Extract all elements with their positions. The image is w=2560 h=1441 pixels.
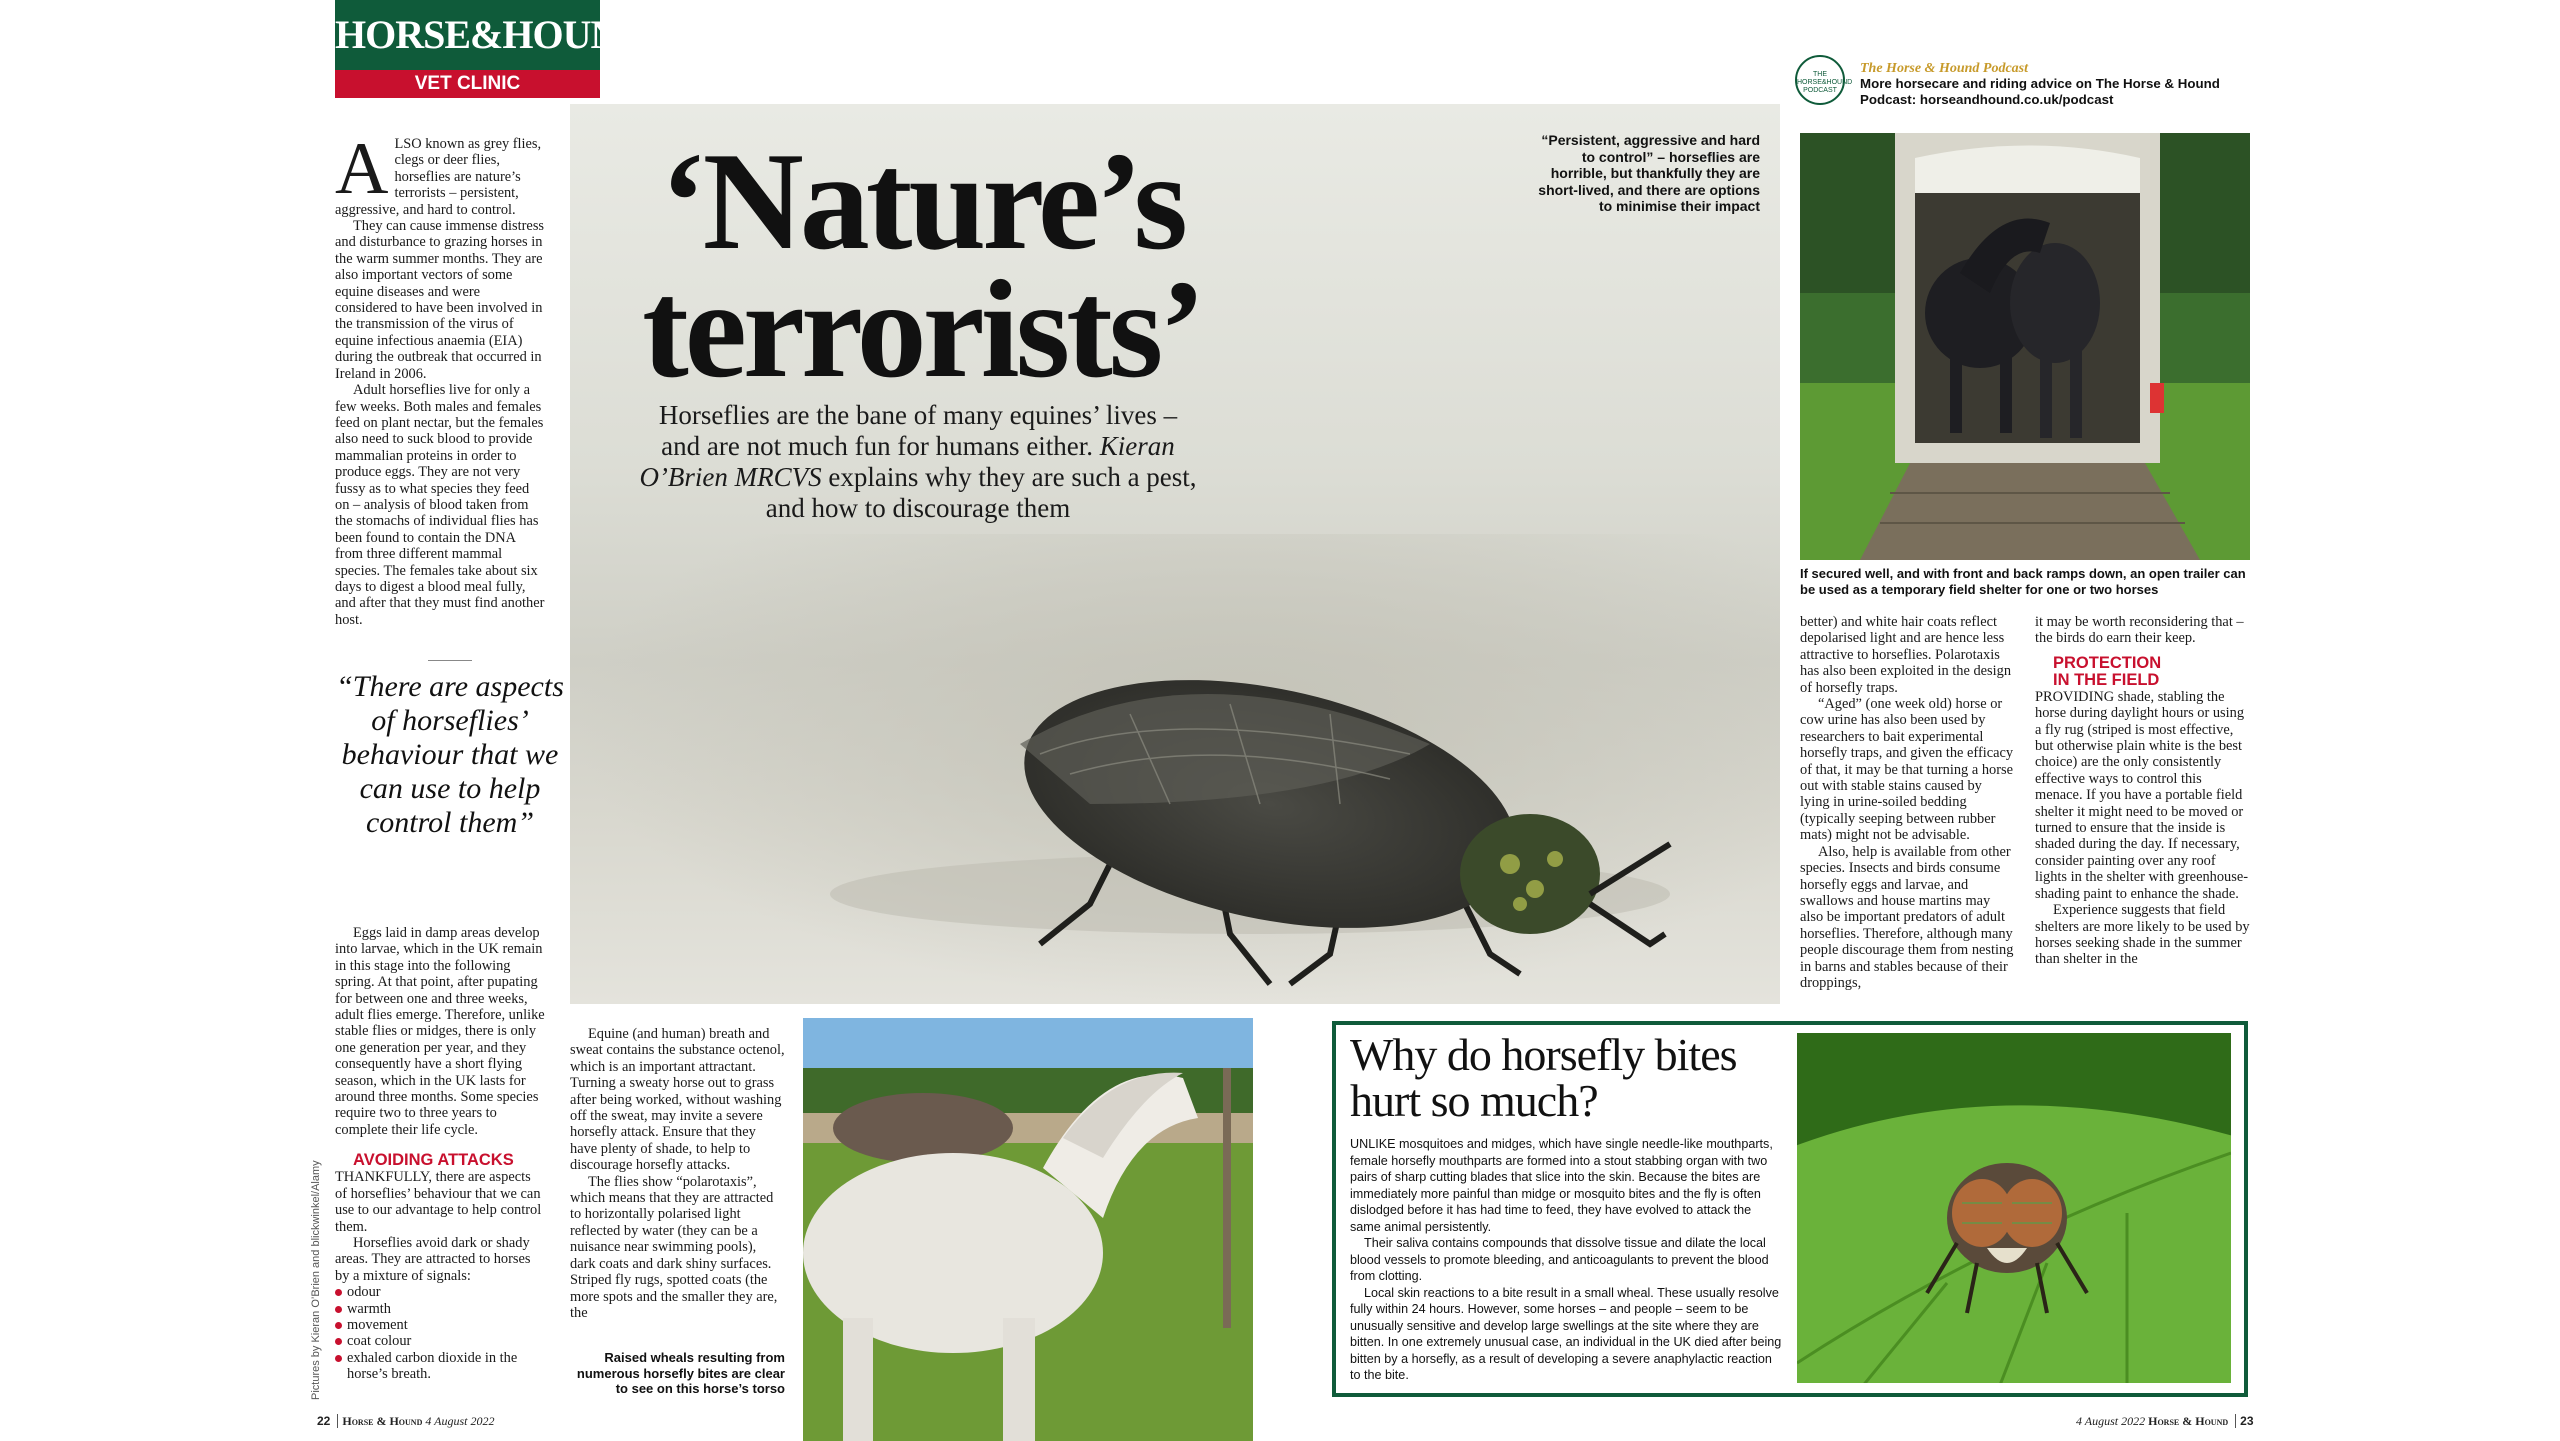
drop-cap: A xyxy=(335,128,389,210)
podcast-logo: THE HORSE&HOUND PODCAST xyxy=(1795,55,1845,105)
boxout-text xyxy=(1350,1136,1782,1384)
podcast-kicker: The Horse & Hound Podcast xyxy=(1860,61,2029,76)
article-column-3 xyxy=(1800,614,2015,991)
signal-list xyxy=(335,1284,545,1382)
paragraph: Also, help is available from other species. Insects and birds consume horsefly eggs and larvae, and swallows and house martins may also be important predators of adult horseflies. Therefore, although many people discourage them from nesting in barns and stables because of their droppings, xyxy=(1800,843,2014,991)
article-column-1-continued xyxy=(335,925,545,1383)
folio-title: Horse & Hound xyxy=(2148,1414,2229,1428)
standfirst xyxy=(638,400,1198,524)
headline-line-1: ‘Nature’s xyxy=(660,124,1184,279)
list-item: movement xyxy=(335,1317,545,1333)
list-item: coat colour xyxy=(335,1333,545,1349)
intro-quote: “Persistent, aggressive and hard to control” – horseflies are horrible, but thankfully they are short-lived, and there are options to minimise their impact xyxy=(1538,132,1760,214)
standfirst-text-1: Horseflies are the bane of many equines’ lives – and are not much fun for humans either. xyxy=(658,400,1178,461)
subhead-protection-2: IN THE FIELD xyxy=(2053,670,2160,689)
horsefly-on-leaf-illustration xyxy=(1797,1033,2231,1383)
horsefly-closeup-photo xyxy=(1797,1033,2231,1383)
horse-and-hound-logo: HORSE&HOUND xyxy=(335,0,600,70)
paragraph: UNLIKE mosquitoes and midges, which have single needle-like mouthparts, female horsefly mouthparts are formed into a stout stabbing organ with two pairs of sharp cutting blades that slice into the skin. Because the bites are immediately more painful than midge or mosquito bites and the fly is often dislodged before it has had time to feed, they have evolved to attack the same animal persistently. xyxy=(1350,1137,1773,1234)
paragraph: Their saliva contains compounds that dissolve tissue and dilate the local blood vessels to promote bleeding, and anticoagulants to prevent the blood from clotting. xyxy=(1350,1236,1769,1283)
paragraph: “Aged” (one week old) horse or cow urine has also been used by researchers to bait experimental horsefly traps, and given the efficacy of that, it may be that turning a horse out with stable stains caused by lying in urine-soiled bedding (typically seeping between rubber mats) might not be advisable. xyxy=(1800,696,2014,844)
article-column-1 xyxy=(335,128,545,628)
folio-right xyxy=(2076,1414,2254,1429)
standfirst-text-2: explains why they are such a pest, and how to discourage them xyxy=(765,462,1197,523)
subhead-protection-1: PROTECTION xyxy=(2053,653,2162,672)
masthead xyxy=(335,0,647,98)
pullquote: “There are aspects of horseflies’ behaviour that we can use to help control them” xyxy=(336,670,564,839)
trailer-photo xyxy=(1800,133,2250,560)
folio-date: 4 August 2022 xyxy=(2076,1414,2146,1428)
boxout-title xyxy=(1350,1029,1780,1126)
paragraph: it may be worth reconsidering that – the birds do earn their keep. xyxy=(2035,614,2244,647)
folio-date: 4 August 2022 xyxy=(425,1414,495,1428)
photo-credit: Pictures by Kieran O’Brien and blickwinkel/Alamy xyxy=(310,1160,322,1400)
folio-title: Horse & Hound xyxy=(342,1414,423,1428)
paragraph: better) and white hair coats reflect depolarised light and are hence less attractive to horseflies. Polarotaxis has also been exploited in the design of horsefly traps. xyxy=(1800,614,2012,696)
trailer-caption: If secured well, and with front and back ramps down, an open trailer can be used as a temporary field shelter for one or two horses xyxy=(1800,566,2246,597)
article-column-4 xyxy=(2035,614,2250,968)
article-column-2 xyxy=(570,1026,785,1321)
grey-horse-photo xyxy=(803,1018,1253,1441)
grey-horse-caption: Raised wheals resulting from numerous horsefly bites are clear to see on this horse’s torso xyxy=(576,1350,785,1396)
trailer-illustration xyxy=(1800,133,2250,560)
paragraph: Horseflies avoid dark or shady areas. They are attracted to horses by a mixture of signals: xyxy=(335,1234,531,1284)
intro-paragraph: ALSO known as grey flies, clegs or deer flies, horseflies are nature’s terrorists – persistent, aggressive, and hard to control. xyxy=(335,128,542,218)
page-number: 23 xyxy=(2240,1414,2254,1428)
list-item: odour xyxy=(335,1284,545,1300)
paragraph: Experience suggests that field shelters are more likely to be used by horses seeking shade in the summer than shelter in the xyxy=(2035,902,2250,968)
paragraph: Equine (and human) breath and sweat contains the substance octenol, which is an important attractant. Turning a sweaty horse out to grass after being worked, without washing off the sweat, may invite a severe horsefly attack. Ensure that they have plenty of shade, to help to discourage horsefly attacks. xyxy=(570,1026,785,1174)
paragraph: THANKFULLY, there are aspects of horseflies’ behaviour that we can use to our advantage to help control them. xyxy=(335,1169,542,1235)
paragraph: Adult horseflies live for only a few weeks. Both males and females feed on plant nectar, but the females also need to suck blood to provide mammalian proteins in order to produce eggs. They are not very fussy as to what species they feed on – analysis of blood taken from the stomachs of individual flies has been found to contain the DNA from three different mammal species. The females take about six days to digest a blood meal fully, and after that they must find another host. xyxy=(335,382,545,628)
paragraph: Local skin reactions to a bite result in a small wheal. These usually resolve fully within 24 hours. However, some horses – and people – seem to be unusually sensitive and develop large swellings at the site where they are bitten. In one extremely unusual case, an individual in the UK died after being bitten by a horsefly, as a result of developing a severe anaphylactic reaction to the bite. xyxy=(1350,1285,1782,1382)
paragraph: They can cause immense distress and disturbance to grazing horses in the warm summer months. They are also important vectors of some equine diseases and were considered to have been involved in the transmission of the virus of equine infectious anaemia (EIA) during the outbreak that occurred in Ireland in 2006. xyxy=(335,218,545,382)
grey-horse-illustration xyxy=(803,1018,1253,1441)
podcast-promo-text: More horsecare and riding advice on The Horse & Hound Podcast: horseandhound.co.uk/podcast xyxy=(1860,76,2220,107)
headline xyxy=(612,124,1232,407)
section-label: VET CLINIC xyxy=(335,70,600,98)
headline-line-2: terrorists’ xyxy=(642,252,1202,407)
boxout-title-line-1: Why do horsefly bites xyxy=(1350,1029,1737,1080)
boxout-title-line-2: hurt so much? xyxy=(1350,1075,1598,1126)
paragraph: Eggs laid in damp areas develop into larvae, which in the UK remain in this stage into the following spring. At that point, after pupating for between one and three weeks, adult flies emerge. Therefore, unlike stable flies or midges, there is only one generation per year, and they consequently have a short flying season, which in the UK lasts for around three months. Some species require two to three years to complete their life cycle. xyxy=(335,925,545,1138)
folio-left xyxy=(317,1414,495,1429)
list-item: warmth xyxy=(335,1301,545,1317)
list-item: exhaled carbon dioxide in the horse’s breath. xyxy=(335,1350,545,1383)
subhead-avoiding-attacks: AVOIDING ATTACKS xyxy=(353,1151,514,1170)
page-number: 22 xyxy=(317,1414,331,1428)
paragraph: PROVIDING shade, stabling the horse during daylight hours or using a fly rug (striped is most effective, but otherwise plain white is the best choice) are the only consistently effective ways to control this menace. If you have a portable field shelter it might need to be moved or turned to ensure that the inside is shaded during the day. If necessary, consider painting over any roof lights in the shelter with greenhouse-shading paint to enhance the shade. xyxy=(2035,688,2249,902)
standfirst-author: Kieran O’Brien MRCVS xyxy=(639,431,1175,492)
pullquote-rule xyxy=(428,660,472,661)
paragraph: The flies show “polarotaxis”, which means that they are attracted to horizontally polarised light reflected by water (they can be a nuisance near swimming pools), dark coats and dark shiny surfaces. Striped fly rugs, spotted coats (the more spots and the smaller they are, the xyxy=(570,1173,778,1321)
